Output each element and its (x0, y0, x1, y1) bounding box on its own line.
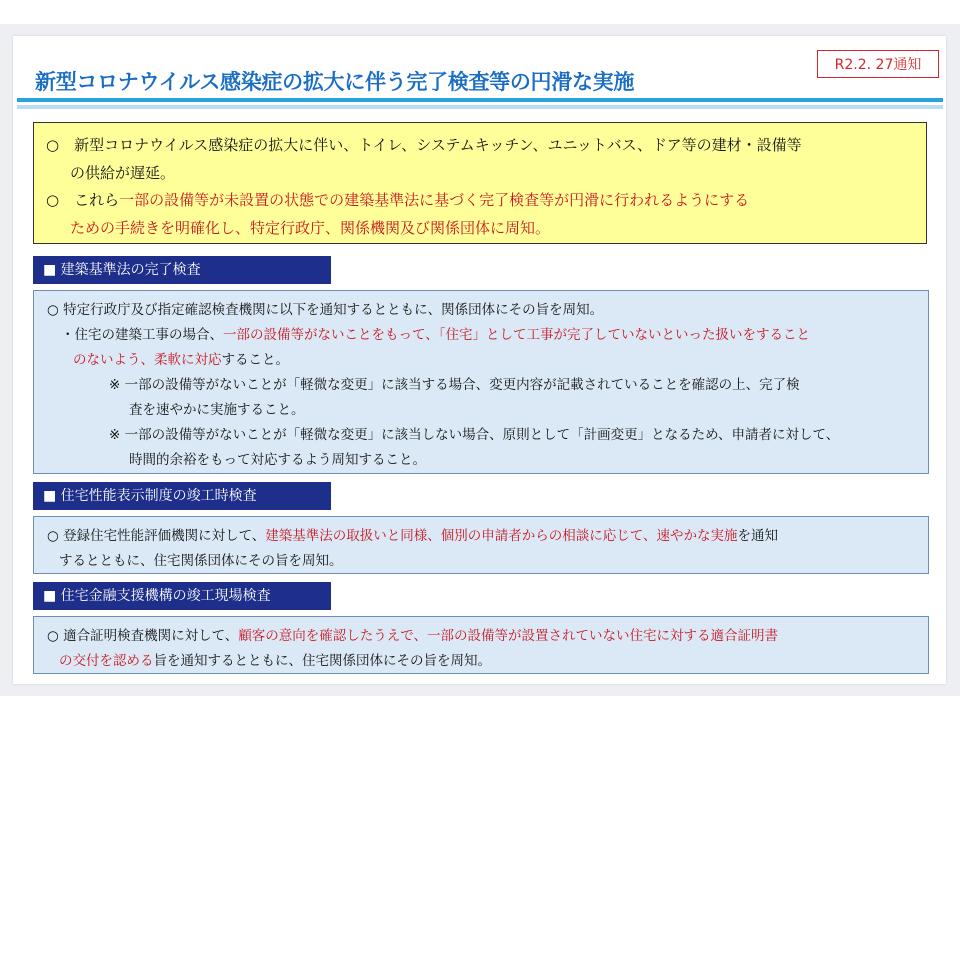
section2-line-1-suffix: を通知 (737, 528, 779, 544)
section-heading-housing-performance: ■ 住宅性能表示制度の竣工時検査 (33, 482, 331, 510)
section-box-housing-performance (33, 516, 929, 574)
section1-note-1b: 査を速やかに実施すること。 (129, 402, 305, 418)
slide-title: 新型コロナウイルス感染症の拡大に伴う完了検査等の円滑な実施 (35, 70, 635, 94)
summary-box (33, 122, 927, 244)
summary-line-1b: の供給が遅延。 (70, 163, 176, 182)
section1-note-2b: 時間的余裕をもって対応するよう周知すること。 (129, 452, 426, 468)
slide (13, 36, 946, 684)
section2-line-1-highlight: 建築基準法の取扱いと同様、個別の申請者からの相談に応じて、速やかな実施 (265, 528, 738, 544)
section2-line-1 (47, 524, 928, 549)
summary-line-2-prefix: ○ これら (46, 191, 120, 209)
section2-line-2: するとともに、住宅関係団体にその旨を周知。 (59, 553, 343, 569)
section1-line-3-highlight: のないよう、柔軟に対応 (73, 352, 222, 368)
section3-line-1 (47, 624, 928, 649)
section1-note-2: ※ 一部の設備等がないことが「軽微な変更」に該当しない場合、原則として「計画変更」となるため、申請者に対して、 (109, 427, 840, 443)
section1-line-1: ○ 特定行政庁及び指定確認検査機関に以下を通知するとともに、関係団体にその旨を周知。 (47, 302, 604, 318)
summary-line-2b: ための手続きを明確化し、特定行政庁、関係機関及び関係団体に周知。 (70, 218, 551, 237)
summary-line-1: ○ 新型コロナウイルス感染症の拡大に伴い、トイレ、システムキッチン、ユニットバス、ドア等の建材・設備等 (46, 136, 802, 154)
summary-line-2 (46, 187, 914, 215)
section-heading-housing-finance: ■ 住宅金融支援機構の竣工現場検査 (33, 582, 331, 610)
section3-line-2-suffix: 旨を通知するとともに、住宅関係団体にその旨を周知。 (153, 653, 491, 669)
section3-line-1-prefix: ○ 適合証明検査機関に対して、 (47, 628, 239, 644)
summary-line-2-highlight: 一部の設備等が未設置の状態での建築基準法に基づく完了検査等が円滑に行われるようにする (119, 191, 750, 209)
title-rule (17, 98, 943, 102)
section1-line-2 (47, 323, 928, 348)
section-box-housing-finance (33, 616, 929, 674)
section1-note-1: ※ 一部の設備等がないことが「軽微な変更」に該当する場合、変更内容が記載されていることを確認の上、完了検 (109, 377, 800, 393)
section1-line-2-highlight: 一部の設備等がないことをもって、「住宅」として工事が完了していないといった扱いをすること (223, 327, 810, 343)
section1-line-3-suffix: すること。 (221, 352, 289, 368)
section1-line-3 (47, 348, 928, 373)
section-box-building-standards (33, 290, 929, 474)
section3-line-2-highlight: の交付を認める (59, 653, 154, 669)
section3-line-2 (47, 649, 928, 674)
section1-line-2-prefix: ・住宅の建築工事の場合、 (61, 327, 223, 343)
section2-line-1-prefix: ○ 登録住宅性能評価機関に対して、 (47, 528, 266, 544)
section3-line-1-highlight: 顧客の意向を確認したうえで、一部の設備等が設置されていない住宅に対する適合証明書 (238, 628, 779, 644)
date-tag: R2.2. 27通知 (817, 50, 939, 78)
screenshot-frame (0, 24, 960, 696)
section-heading-building-standards: ■ 建築基準法の完了検査 (33, 256, 331, 284)
title-rule-light (17, 105, 943, 109)
